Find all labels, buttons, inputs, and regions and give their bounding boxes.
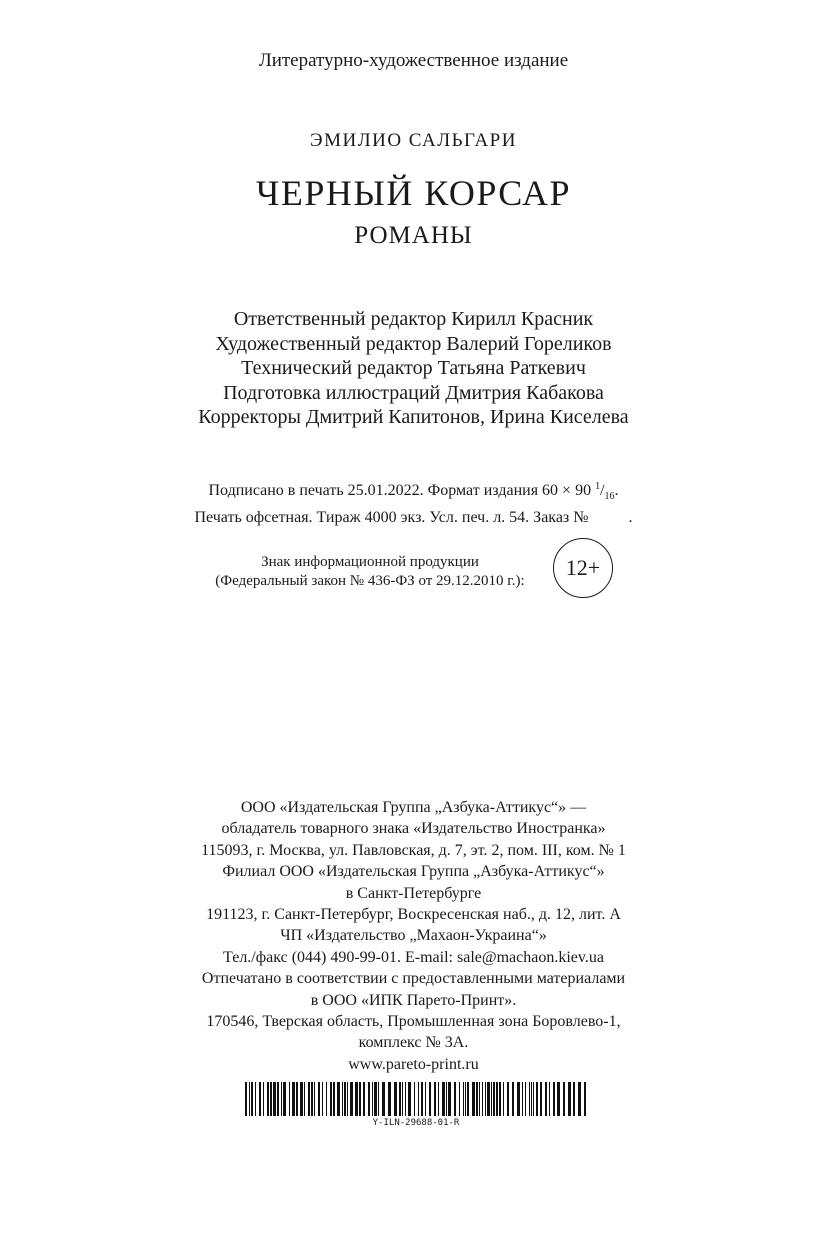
barcode-bar bbox=[330, 1082, 332, 1116]
credit-line: Ответственный редактор Кирилл Красник bbox=[233, 308, 594, 330]
barcode-bar bbox=[568, 1082, 571, 1116]
barcode-bar bbox=[273, 1082, 276, 1116]
barcode-bar bbox=[378, 1082, 379, 1116]
barcode-bar bbox=[479, 1082, 480, 1116]
imprint-line: Отпечатано в соответствии с предоставленными материалами bbox=[201, 970, 626, 988]
barcode-bar bbox=[344, 1082, 346, 1116]
barcode-bar bbox=[496, 1082, 498, 1116]
barcode-bar bbox=[525, 1082, 526, 1116]
barcode-bar bbox=[517, 1082, 520, 1116]
barcode-bar bbox=[289, 1082, 290, 1116]
print-info-end: . bbox=[614, 482, 619, 499]
format-numerator: 1 bbox=[595, 481, 601, 492]
barcode-bar bbox=[322, 1082, 323, 1116]
barcode-bar bbox=[281, 1082, 282, 1116]
barcode-bar bbox=[249, 1082, 250, 1116]
edition-type: Литературно-художественное издание bbox=[258, 50, 569, 71]
format-denominator: 16 bbox=[604, 491, 615, 502]
print-info-text: Подписано в печать 25.01.2022. Формат издания 60 × 90 bbox=[208, 482, 592, 499]
barcode-bar bbox=[429, 1082, 431, 1116]
barcode-bar bbox=[553, 1082, 555, 1116]
barcode-bar bbox=[326, 1082, 327, 1116]
book-author: ЭМИЛИО САЛЬГАРИ bbox=[310, 130, 517, 151]
barcode-bar bbox=[454, 1082, 456, 1116]
imprint-line: ООО «Издательская Группа „Азбука-Аттикус“» — bbox=[240, 799, 587, 816]
barcode-bar bbox=[372, 1082, 373, 1116]
barcode-bar bbox=[314, 1082, 315, 1116]
barcode-bar bbox=[503, 1082, 504, 1116]
barcode-bar bbox=[448, 1082, 451, 1116]
barcode-bar bbox=[531, 1082, 532, 1116]
imprint-line: в Санкт-Петербурге bbox=[345, 884, 482, 902]
barcode-bar bbox=[363, 1082, 365, 1116]
barcode-bar bbox=[482, 1082, 483, 1116]
barcode-code: Y-ILN-29688-01-R bbox=[372, 1118, 460, 1128]
barcode-bar bbox=[434, 1082, 436, 1116]
barcode-bar bbox=[438, 1082, 439, 1116]
barcode-bar bbox=[355, 1082, 358, 1116]
imprint-line: обладатель товарного знака «Издательство Иностранка» bbox=[221, 820, 606, 838]
credits bbox=[0, 307, 827, 430]
barcode-bar bbox=[507, 1082, 509, 1116]
barcode-bar bbox=[311, 1082, 313, 1116]
barcode-bar bbox=[270, 1082, 272, 1116]
imprint bbox=[0, 797, 827, 1075]
barcode-bar bbox=[442, 1082, 445, 1116]
barcode-bar bbox=[368, 1082, 370, 1116]
barcode-bar bbox=[549, 1082, 550, 1116]
imprint-line: 170546, Тверская область, Промышленная зона Боровлево-1, bbox=[206, 1013, 621, 1031]
barcode-bar bbox=[533, 1082, 534, 1116]
imprint-line: комплекс № 3А. bbox=[358, 1034, 469, 1052]
barcode-bar bbox=[255, 1082, 256, 1116]
barcode-bar bbox=[463, 1082, 464, 1116]
barcode-bar bbox=[459, 1082, 460, 1116]
print-info-end: . bbox=[628, 508, 633, 526]
barcode-bar bbox=[259, 1082, 261, 1116]
book-title: ЧЕРНЫЙ КОРСАР bbox=[255, 173, 572, 213]
credit-line: Художественный редактор Валерий Гореликов bbox=[215, 332, 612, 355]
barcode-bar bbox=[245, 1082, 247, 1116]
barcode-bar bbox=[394, 1082, 397, 1116]
book-subtitle: РОМАНЫ bbox=[354, 222, 473, 249]
barcode-bar bbox=[425, 1082, 426, 1116]
barcode-bar bbox=[540, 1082, 542, 1116]
barcode-bar bbox=[342, 1082, 343, 1116]
barcode-bar bbox=[499, 1082, 501, 1116]
barcode-bar bbox=[472, 1082, 475, 1116]
barcode-bar bbox=[399, 1082, 401, 1116]
imprint-line: 191123, г. Санкт-Петербург, Воскресенская наб., д. 12, лит. А bbox=[206, 906, 621, 924]
info-sign-line-2: (Федеральный закон № 436-ФЗ от 29.12.2010 г.): bbox=[215, 573, 525, 589]
barcode-bar bbox=[493, 1082, 495, 1116]
barcode-bar bbox=[467, 1082, 469, 1116]
barcode-bar bbox=[251, 1082, 253, 1116]
barcode-bar bbox=[350, 1082, 353, 1116]
imprint-line: Филиал ООО «Издательская Группа „Азбука-Аттикус“» bbox=[222, 863, 605, 881]
imprint-line: www.pareto-print.ru bbox=[348, 1055, 479, 1073]
print-info-line-2 bbox=[0, 508, 827, 529]
barcode-bar bbox=[277, 1082, 279, 1116]
barcode-bar bbox=[402, 1082, 403, 1116]
barcode-bar bbox=[283, 1082, 286, 1116]
barcode-bar bbox=[359, 1082, 361, 1116]
barcode-bar bbox=[382, 1082, 385, 1116]
barcode-bar bbox=[318, 1082, 320, 1116]
barcode-bar bbox=[446, 1082, 447, 1116]
barcode-bar bbox=[304, 1082, 305, 1116]
barcode-bar bbox=[578, 1082, 581, 1116]
barcode-bar bbox=[405, 1082, 406, 1116]
info-sign-line-1: Знак информационной продукции bbox=[261, 554, 479, 570]
age-rating-badge bbox=[553, 538, 613, 598]
barcode-bar bbox=[545, 1082, 547, 1116]
barcode-bar bbox=[408, 1082, 411, 1116]
credit-line: Корректоры Дмитрий Капитонов, Ирина Киселева bbox=[198, 406, 629, 428]
info-sign-caption bbox=[200, 553, 540, 591]
barcode-bar bbox=[529, 1082, 530, 1116]
barcode-bar bbox=[476, 1082, 478, 1116]
barcode-bar bbox=[337, 1082, 340, 1116]
barcode-bar bbox=[563, 1082, 565, 1116]
barcode-bar bbox=[536, 1082, 538, 1116]
credit-line: Технический редактор Татьяна Раткевич bbox=[241, 357, 586, 379]
barcode-bar bbox=[584, 1082, 586, 1116]
barcode-bar bbox=[296, 1082, 298, 1116]
barcode-bar bbox=[300, 1082, 303, 1116]
barcode bbox=[245, 1082, 587, 1116]
barcode-bar bbox=[465, 1082, 466, 1116]
imprint-line: в ООО «ИПК Парето-Принт». bbox=[310, 991, 517, 1009]
barcode-bar bbox=[522, 1082, 523, 1116]
barcode-bar bbox=[374, 1082, 377, 1116]
print-info-text: Печать офсетная. Тираж 4000 экз. Усл. печ. л. 54. Заказ № bbox=[194, 508, 589, 526]
credit-line: Подготовка иллюстраций Дмитрия Кабакова bbox=[223, 381, 604, 404]
barcode-bar bbox=[263, 1082, 264, 1116]
imprint-line: 115093, г. Москва, ул. Павловская, д. 7, эт. 2, пом. III, ком. № 1 bbox=[201, 841, 626, 859]
age-rating-label: 12+ bbox=[565, 555, 601, 580]
barcode-bar bbox=[487, 1082, 490, 1116]
barcode-bar bbox=[267, 1082, 269, 1116]
imprint-line: Тел./факс (044) 490-99-01. E-mail: sale@machaon.kiev.ua bbox=[223, 948, 604, 966]
barcode-bar bbox=[491, 1082, 492, 1116]
print-info-line-1: Подписано в печать 25.01.2022. Формат издания 60 × 90 $^1/_{16}$. bbox=[208, 481, 619, 502]
barcode-bar bbox=[421, 1082, 423, 1116]
barcode-bar bbox=[573, 1082, 575, 1116]
print-info bbox=[0, 477, 827, 528]
barcode-bar bbox=[347, 1082, 348, 1116]
barcode-bar bbox=[308, 1082, 310, 1116]
barcode-bar bbox=[333, 1082, 335, 1116]
barcode-bar bbox=[557, 1082, 560, 1116]
barcode-bar bbox=[418, 1082, 419, 1116]
barcode-bar bbox=[485, 1082, 486, 1116]
barcode-bar bbox=[512, 1082, 514, 1116]
barcode-bar bbox=[414, 1082, 415, 1116]
barcode-bar bbox=[292, 1082, 295, 1116]
imprint-line: ЧП «Издательство „Махаон-Украина“» bbox=[280, 927, 547, 945]
barcode-bar bbox=[388, 1082, 391, 1116]
